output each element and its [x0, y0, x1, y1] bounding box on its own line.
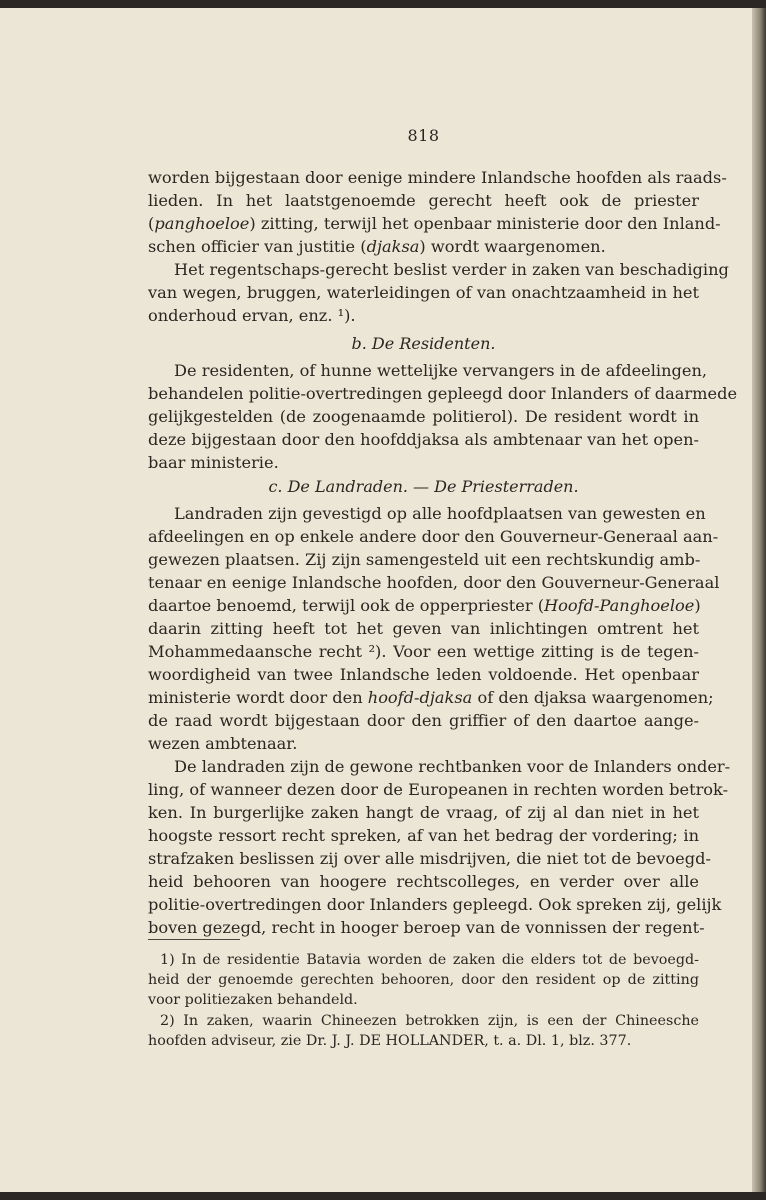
- text-line: De landraden zijn de gewone rechtbanken voor de Inlanders onder-: [174, 757, 731, 776]
- footnote-line: 1) In de residentie Batavia worden de zaken die elders tot de bevoegd-: [160, 952, 699, 968]
- text-line: [148, 687, 714, 709]
- text-line: ken. In burgerlijke zaken hangt de vraag, of zij al dan niet in het: [148, 803, 699, 822]
- text-line: gewezen plaatsen. Zij zijn samengesteld uit een rechtskundig amb-: [148, 550, 701, 569]
- text-line: de raad wordt bijgestaan door den griffier of den daartoe aange-: [148, 711, 699, 730]
- text-line: politie-overtredingen door Inlanders gepleegd. Ook spreken zij, gelijk: [148, 895, 722, 914]
- text-line: [148, 236, 699, 258]
- text-span: schen officier van justitie (: [148, 237, 367, 256]
- text-line: tenaar en eenige Inlandsche hoofden, door den Gouverneur-Generaal: [148, 573, 720, 592]
- text-line: baar ministerie.: [148, 453, 279, 472]
- footnote-line: voor politiezaken behandeld.: [148, 992, 358, 1008]
- text-line: De residenten, of hunne wettelijke vervangers in de afdeelingen,: [174, 361, 708, 380]
- text-span: ) zitting, terwijl het openbaar ministerie door den Inland-: [249, 214, 721, 233]
- text-line: woordigheid van twee Inlandsche leden voldoende. Het openbaar: [148, 665, 699, 684]
- text-line: Mohammedaansche recht ²). Voor een wettige zitting is de tegen-: [148, 642, 699, 661]
- text-span: daartoe benoemd, terwijl ook de opperpriester (: [148, 596, 545, 615]
- text-line: gelijkgestelden (de zoogenaamde politierol). De resident wordt in: [148, 407, 699, 426]
- italic-term: panghoeloe: [154, 214, 250, 233]
- text-line: deze bijgestaan door den hoofddjaksa als ambtenaar van het open-: [148, 430, 699, 449]
- text-line: van wegen, bruggen, waterleidingen of van onachtzaamheid in het: [148, 283, 699, 302]
- text-span: ministerie wordt door den: [148, 688, 368, 707]
- page-edge-shadow: [752, 8, 766, 1192]
- text-span: of den djaksa waargenomen;: [472, 688, 714, 707]
- text-line: heid behooren van hoogere rechtscolleges, en verder over alle: [148, 872, 699, 891]
- text-line: onderhoud ervan, enz. ¹).: [148, 306, 356, 325]
- text-line: wezen ambtenaar.: [148, 734, 298, 753]
- text-line: daarin zitting heeft tot het geven van inlichtingen omtrent het: [148, 619, 699, 638]
- text-span: (: [148, 214, 155, 233]
- footnote-divider: [148, 939, 240, 940]
- text-line: behandelen politie-overtredingen gepleegd door Inlanders of daarmede: [148, 384, 738, 403]
- text-line: afdeelingen en op enkele andere door den Gouverneur-Generaal aan-: [148, 527, 719, 546]
- text-line: hoogste ressort recht spreken, af van het bedrag der vordering; in: [148, 826, 699, 845]
- section-heading: c. De Landraden. — De Priesterraden.: [268, 477, 579, 496]
- italic-term: djaksa: [366, 237, 420, 256]
- page-number: 818: [407, 126, 440, 145]
- book-page: [0, 8, 752, 1192]
- text-line: lieden. In het laatstgenoemde gerecht heeft ook de priester: [148, 191, 699, 210]
- text-span: ) wordt waargenomen.: [419, 237, 606, 256]
- text-line: Het regentschaps-gerecht beslist verder in zaken van beschadiging: [174, 260, 729, 279]
- section-heading: b. De Residenten.: [351, 334, 496, 353]
- text-line: ling, of wanneer dezen door de Europeanen in rechten worden betrok-: [148, 780, 729, 799]
- text-line: [148, 213, 721, 235]
- footnote-line: hoofden adviseur, zie Dr. J. J. DE HOLLANDER, t. a. Dl. 1, blz. 377.: [148, 1033, 632, 1049]
- italic-term: hoofd-djaksa: [367, 688, 473, 707]
- text-line: worden bijgestaan door eenige mindere Inlandsche hoofden als raads-: [148, 168, 727, 187]
- italic-term: Hoofd-Panghoeloe: [544, 596, 695, 615]
- text-line: boven gezegd, recht in hooger beroep van de vonnissen der regent-: [148, 918, 705, 937]
- text-line: strafzaken beslissen zij over alle misdrijven, die niet tot de bevoegd-: [148, 849, 711, 868]
- text-line: [148, 595, 699, 617]
- footnote-line: heid der genoemde gerechten behooren, door den resident op de zitting: [148, 972, 699, 988]
- footnote-line: 2) In zaken, waarin Chineezen betrokken zijn, is een der Chineesche: [160, 1013, 699, 1029]
- text-span: ): [694, 596, 701, 615]
- text-line: Landraden zijn gevestigd op alle hoofdplaatsen van gewesten en: [174, 504, 706, 523]
